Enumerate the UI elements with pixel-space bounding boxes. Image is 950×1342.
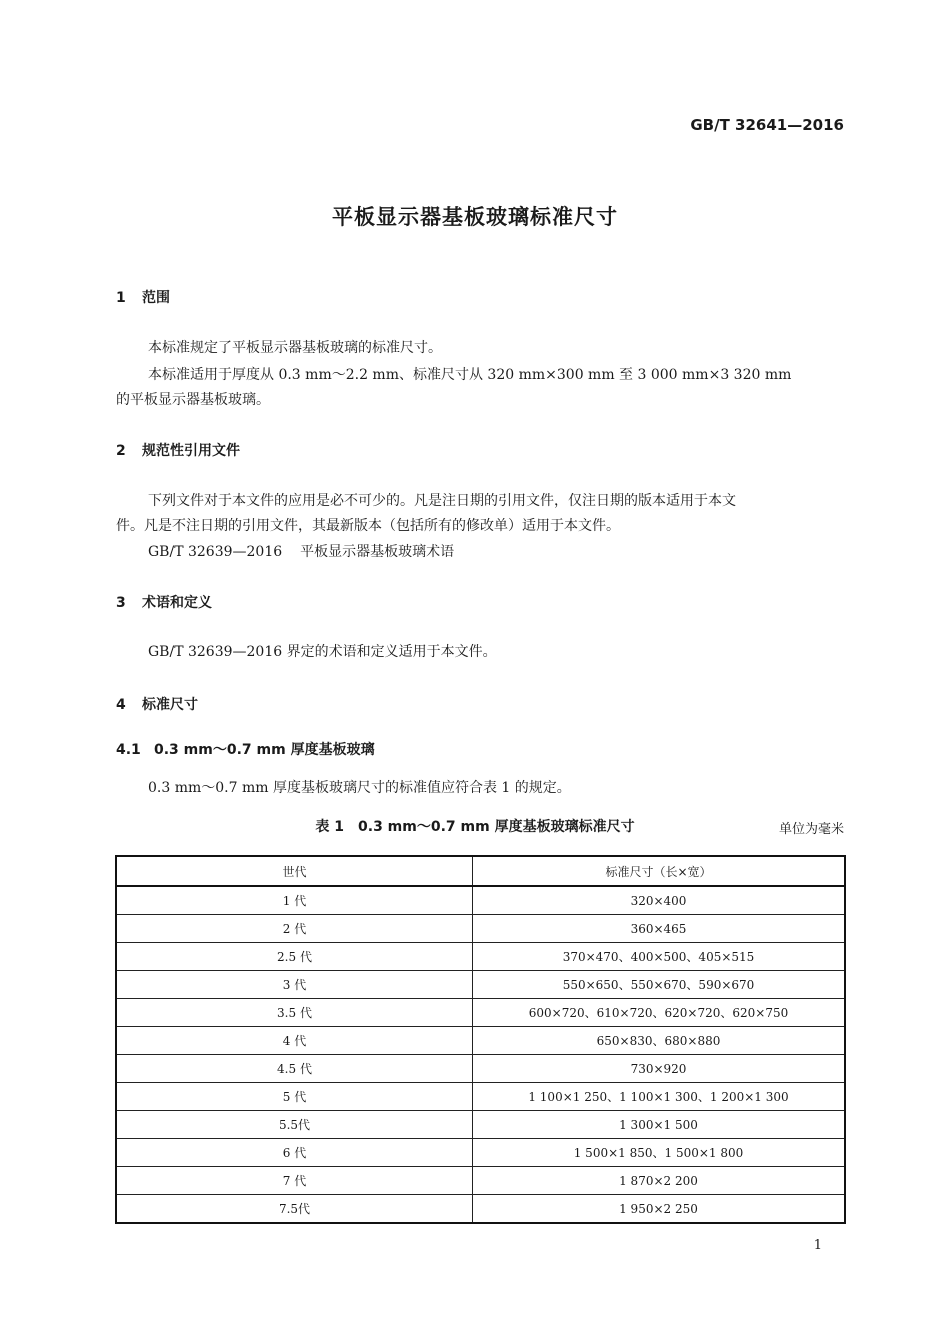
table-row [116, 915, 845, 943]
generation-cell: 7 代 [116, 1167, 473, 1195]
section-1-heading [116, 287, 170, 307]
table-row [116, 1027, 845, 1055]
section-1-paragraph-2-line-2: 的平板显示器基板玻璃。 [116, 392, 270, 408]
size-cell: 360×465 [473, 915, 846, 943]
section-1-title: 范围 [142, 290, 170, 306]
reference-code: GB/T 32639—2016 [148, 544, 283, 560]
standard-sizes-table [115, 855, 846, 1224]
section-2-paragraph-line-2: 件。凡是不注日期的引用文件，其最新版本（包括所有的修改单）适用于本文件。 [116, 518, 620, 534]
size-cell: 1 870×2 200 [473, 1167, 846, 1195]
generation-cell: 5 代 [116, 1083, 473, 1111]
table-row [116, 886, 845, 915]
section-2-paragraph-line-1: 下列文件对于本文件的应用是必不可少的。凡是注日期的引用文件，仅注日期的版本适用于本文 [148, 493, 736, 509]
section-3-number: 3 [116, 595, 126, 611]
section-4-1-number: 4.1 [116, 742, 141, 758]
section-4-heading [116, 694, 198, 714]
section-1-number: 1 [116, 290, 126, 306]
table-row [116, 971, 845, 999]
generation-cell: 1 代 [116, 886, 473, 915]
section-4-1-heading [116, 739, 375, 759]
standard-number: GB/T 32641—2016 [690, 116, 844, 134]
section-3-heading [116, 592, 212, 612]
section-4-1-title: 0.3 mm～0.7 mm 厚度基板玻璃 [154, 742, 375, 758]
size-cell: 730×920 [473, 1055, 846, 1083]
size-cell: 600×720、610×720、620×720、620×750 [473, 999, 846, 1027]
table-row [116, 1055, 845, 1083]
section-3-paragraph: GB/T 32639—2016 界定的术语和定义适用于本文件。 [148, 644, 497, 660]
generation-cell: 2.5 代 [116, 943, 473, 971]
table-row [116, 999, 845, 1027]
table-row [116, 1111, 845, 1139]
table-row [116, 1195, 845, 1224]
generation-cell: 3 代 [116, 971, 473, 999]
section-3-title: 术语和定义 [142, 595, 212, 611]
table-caption: 表 1 0.3 mm～0.7 mm 厚度基板玻璃标准尺寸 [315, 819, 635, 835]
section-4-number: 4 [116, 697, 126, 713]
size-cell: 1 950×2 250 [473, 1195, 846, 1224]
section-2-title: 规范性引用文件 [142, 443, 240, 459]
table-unit: 单位为毫米 [778, 822, 844, 837]
size-cell: 320×400 [473, 886, 846, 915]
table-row [116, 1167, 845, 1195]
table-header-row [116, 856, 845, 886]
column-header-standard-size: 标准尺寸（长×宽） [473, 856, 846, 886]
section-4-title: 标准尺寸 [142, 697, 198, 713]
section-1-paragraph-1: 本标准规定了平板显示器基板玻璃的标准尺寸。 [148, 340, 442, 356]
table-row [116, 1083, 845, 1111]
column-header-generation: 世代 [116, 856, 473, 886]
size-cell: 370×470、400×500、405×515 [473, 943, 846, 971]
generation-cell: 3.5 代 [116, 999, 473, 1027]
size-cell: 1 500×1 850、1 500×1 800 [473, 1139, 846, 1167]
section-1-paragraph-2-line-1: 本标准适用于厚度从 0.3 mm～2.2 mm、标准尺寸从 320 mm×300 mm 至 3 000 mm×3 320 mm [148, 367, 792, 383]
section-2-heading [116, 440, 240, 460]
generation-cell: 7.5代 [116, 1195, 473, 1224]
section-2-number: 2 [116, 443, 126, 459]
generation-cell: 6 代 [116, 1139, 473, 1167]
page-title: 平板显示器基板玻璃标准尺寸 [332, 205, 618, 229]
size-cell: 650×830、680×880 [473, 1027, 846, 1055]
generation-cell: 4 代 [116, 1027, 473, 1055]
section-4-1-paragraph: 0.3 mm～0.7 mm 厚度基板玻璃尺寸的标准值应符合表 1 的规定。 [148, 780, 571, 796]
size-cell: 550×650、550×670、590×670 [473, 971, 846, 999]
generation-cell: 2 代 [116, 915, 473, 943]
generation-cell: 4.5 代 [116, 1055, 473, 1083]
page-number: 1 [813, 1238, 822, 1253]
table-row [116, 943, 845, 971]
generation-cell: 5.5代 [116, 1111, 473, 1139]
table-row [116, 1139, 845, 1167]
size-cell: 1 100×1 250、1 100×1 300、1 200×1 300 [473, 1083, 846, 1111]
size-cell: 1 300×1 500 [473, 1111, 846, 1139]
reference-title: 平板显示器基板玻璃术语 [300, 544, 455, 560]
normative-reference [148, 541, 454, 561]
